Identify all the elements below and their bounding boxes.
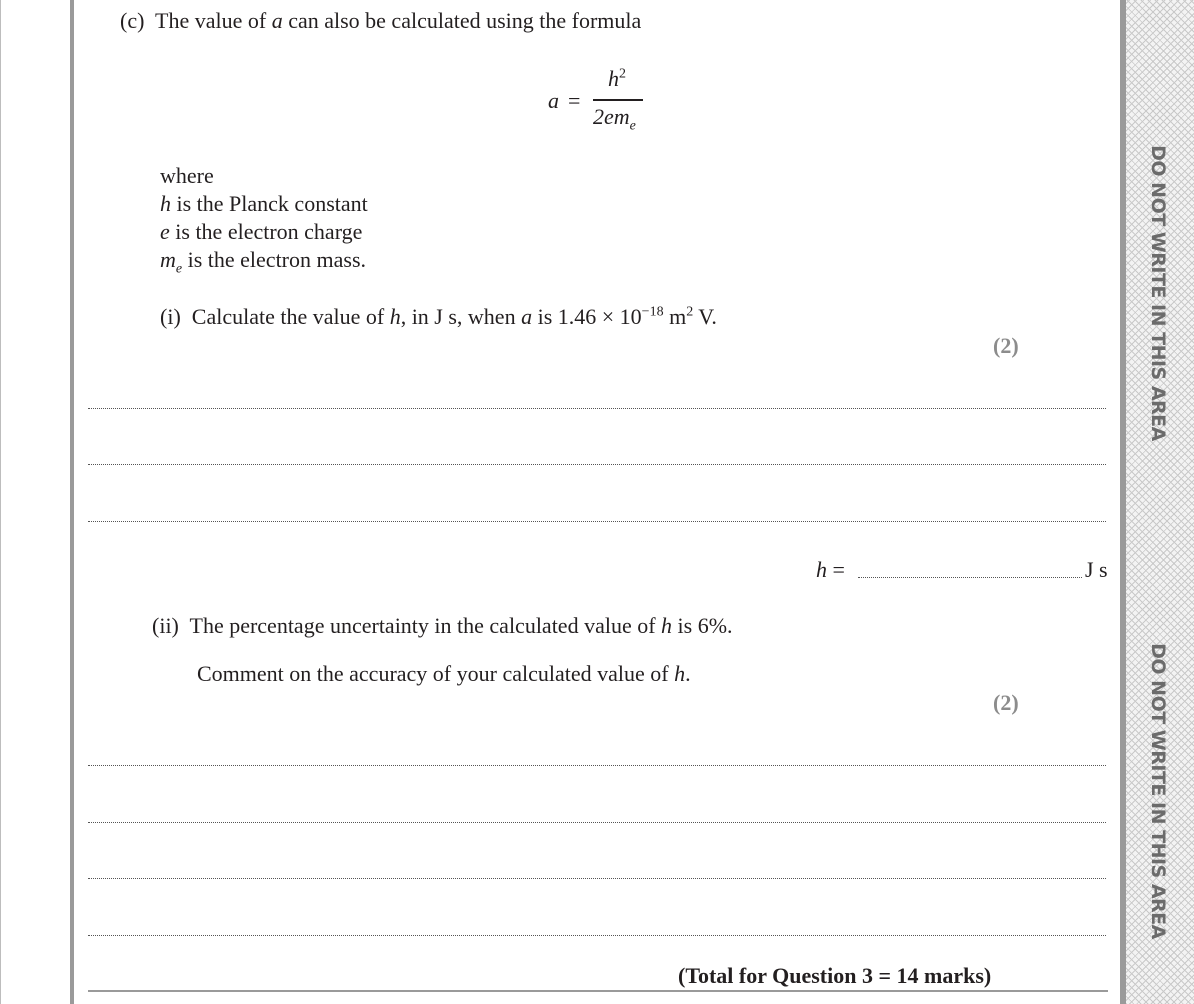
- definition-e-symbol: e: [160, 219, 170, 244]
- question-c-intro-a: The value of: [155, 8, 272, 33]
- part-i-exp: −18: [641, 304, 664, 320]
- definition-me-symbol: m: [160, 247, 176, 272]
- definition-h: [160, 191, 368, 217]
- part-ii-comment-b: .: [685, 661, 691, 686]
- answer-line-i-1[interactable]: [88, 408, 1106, 409]
- formula-numerator-exp: 2: [619, 66, 626, 82]
- page-left-border: [0, 0, 1, 1004]
- side-banner-top: DO NOT WRITE IN THIS AREA: [1147, 145, 1169, 441]
- formula-equals: =: [568, 88, 581, 113]
- definition-h-symbol: h: [160, 191, 171, 216]
- part-i-marks: (2): [993, 333, 1019, 358]
- answer-line-i-2[interactable]: [88, 464, 1106, 465]
- side-banner-bottom: DO NOT WRITE IN THIS AREA: [1147, 643, 1169, 939]
- part-ii-comment: [197, 661, 691, 687]
- formula: [548, 66, 668, 136]
- formula-numerator: [608, 66, 626, 92]
- total-marks: (Total for Question 3 = 14 marks): [678, 963, 992, 988]
- answer-line-ii-3[interactable]: [88, 878, 1106, 879]
- definition-e-text: is the electron charge: [169, 219, 363, 244]
- part-i-label: (i): [160, 304, 181, 329]
- part-i-text-c: is 1.46 × 10: [532, 304, 642, 329]
- part-ii-question: [152, 613, 733, 639]
- definition-h-text: is the Planck constant: [171, 191, 368, 216]
- definition-me-text: is the electron mass.: [182, 247, 367, 272]
- formula-lhs: a: [548, 88, 559, 113]
- question-c-label: (c): [120, 8, 145, 33]
- definition-me-sub: e: [175, 261, 183, 277]
- answer-line-ii-2[interactable]: [88, 822, 1106, 823]
- question-c-heading: [120, 8, 641, 34]
- part-ii-comment-a: Comment on the accuracy of your calculated value of: [197, 661, 675, 686]
- part-i-var-a: a: [521, 304, 533, 329]
- part-i-exp2: 2: [686, 304, 694, 320]
- formula-numerator-base: h: [608, 66, 619, 91]
- part-ii-text-b: is 6%.: [672, 613, 733, 638]
- part-i-question: [160, 304, 717, 330]
- formula-denominator-sub: e: [629, 118, 636, 134]
- definition-me: [160, 247, 366, 277]
- part-ii-marks: (2): [993, 690, 1019, 715]
- answer-h-var: h: [816, 557, 827, 582]
- formula-denominator-main: 2em: [593, 104, 630, 129]
- answer-h-eq: =: [827, 557, 845, 582]
- part-ii-var-h: h: [661, 613, 673, 638]
- definition-e: [160, 219, 362, 245]
- left-margin-line: [70, 0, 74, 1004]
- part-i-text-e: V.: [693, 304, 717, 329]
- part-i-text-d: m: [663, 304, 687, 329]
- answer-line-ii-1[interactable]: [88, 765, 1106, 766]
- question-c-var-a: a: [271, 8, 283, 33]
- answer-line-i-3[interactable]: [88, 521, 1106, 522]
- answer-h-field[interactable]: [858, 577, 1082, 578]
- formula-fraction-bar: [593, 99, 643, 101]
- part-ii-text-a: The percentage uncertainty in the calculated value of: [189, 613, 662, 638]
- part-i-text-a: Calculate the value of: [191, 304, 390, 329]
- part-ii-comment-var: h: [674, 661, 686, 686]
- part-i-text-b: , in J s, when: [400, 304, 522, 329]
- answer-h-unit: J s: [1085, 557, 1108, 582]
- definitions-where: where: [160, 163, 214, 188]
- question-c-intro-b: can also be calculated using the formula: [282, 8, 642, 33]
- answer-h-label: [816, 557, 845, 583]
- answer-line-ii-4[interactable]: [88, 935, 1106, 936]
- total-underline: [88, 990, 1108, 992]
- part-ii-label: (ii): [152, 613, 179, 638]
- part-i-var-h: h: [389, 304, 401, 329]
- formula-denominator: [593, 104, 636, 134]
